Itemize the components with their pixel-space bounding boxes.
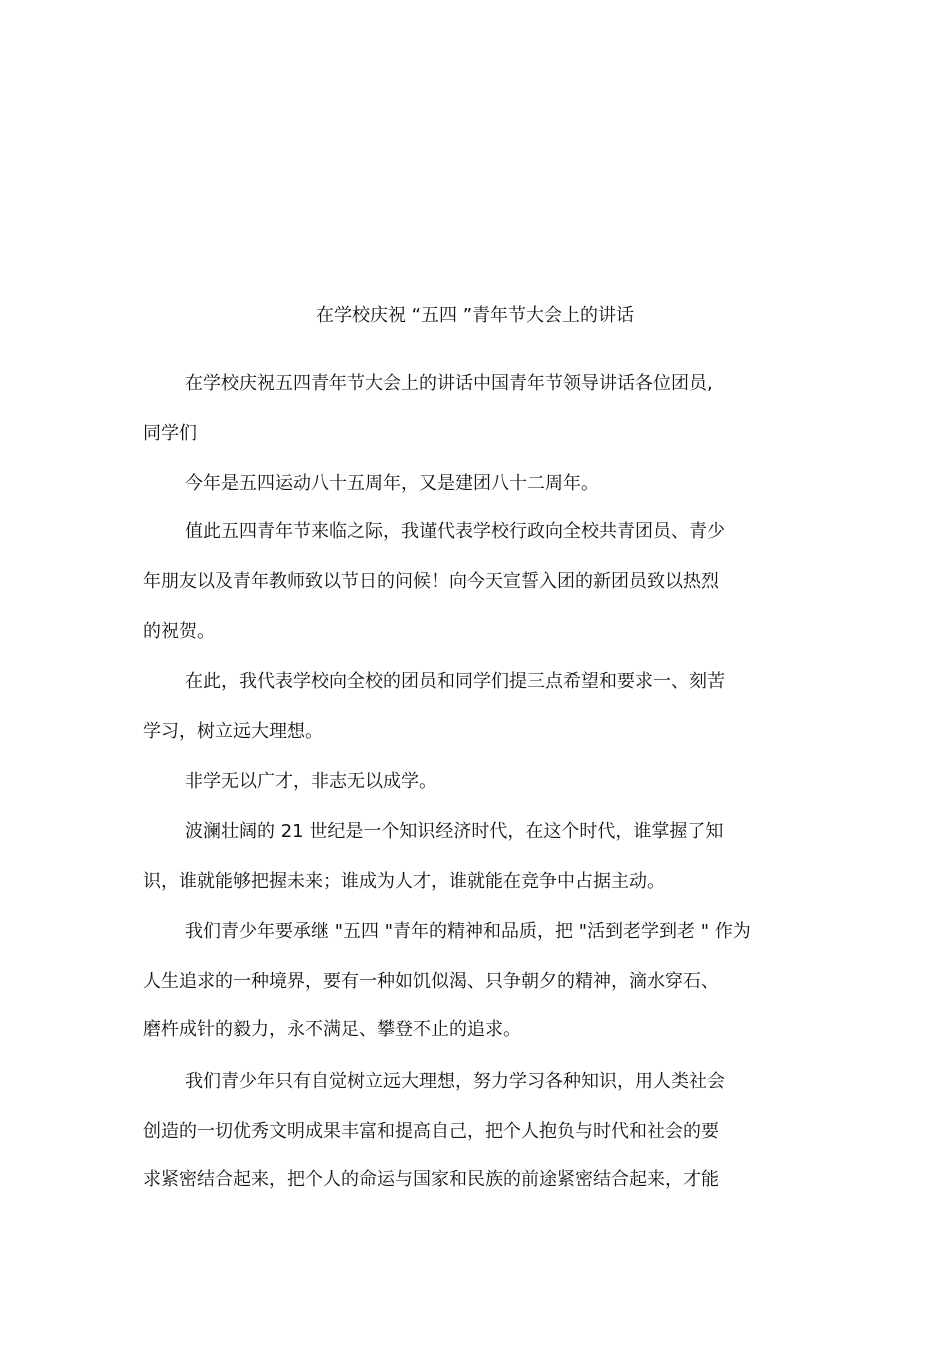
paragraph-line: 在学校庆祝五四青年节大会上的讲话中国青年节领导讲话各位团员,	[185, 373, 713, 394]
paragraph-line: 年朋友以及青年教师致以节日的问候！向今天宣誓入团的新团员致以热烈	[143, 571, 719, 592]
paragraph-line: 人生追求的一种境界，要有一种如饥似渴、只争朝夕的精神，滴水穿石、	[143, 971, 719, 992]
paragraph-line: 磨杵成针的毅力，永不满足、攀登不止的追求。	[143, 1019, 521, 1040]
paragraph-line: 我们青少年要承继 "五四 "青年的精神和品质，把 "活到老学到老 " 作为	[185, 921, 751, 942]
paragraph-line: 在此，我代表学校向全校的团员和同学们提三点希望和要求一、刻苦	[185, 671, 725, 692]
paragraph-line: 我们青少年只有自觉树立远大理想，努力学习各种知识，用人类社会	[185, 1071, 725, 1092]
paragraph-line: 的祝贺。	[143, 621, 215, 642]
document-title: 在学校庆祝 “五四 ”青年节大会上的讲话	[315, 305, 635, 326]
paragraph-line: 创造的一切优秀文明成果丰富和提高自己，把个人抱负与时代和社会的要	[143, 1121, 719, 1142]
paragraph-line: 学习，树立远大理想。	[143, 721, 323, 742]
paragraph-line: 识，谁就能够把握未来；谁成为人才，谁就能在竞争中占据主动。	[143, 871, 665, 892]
paragraph-line: 求紧密结合起来，把个人的命运与国家和民族的前途紧密结合起来，才能	[143, 1169, 719, 1190]
paragraph-line: 波澜壮阔的 21 世纪是一个知识经济时代，在这个时代，谁掌握了知	[185, 821, 724, 842]
paragraph-line: 同学们	[143, 423, 197, 444]
paragraph-line: 非学无以广才，非志无以成学。	[185, 771, 437, 792]
paragraph-line: 今年是五四运动八十五周年，又是建团八十二周年。	[185, 473, 599, 494]
paragraph-line: 值此五四青年节来临之际，我谨代表学校行政向全校共青团员、青少	[185, 521, 725, 542]
